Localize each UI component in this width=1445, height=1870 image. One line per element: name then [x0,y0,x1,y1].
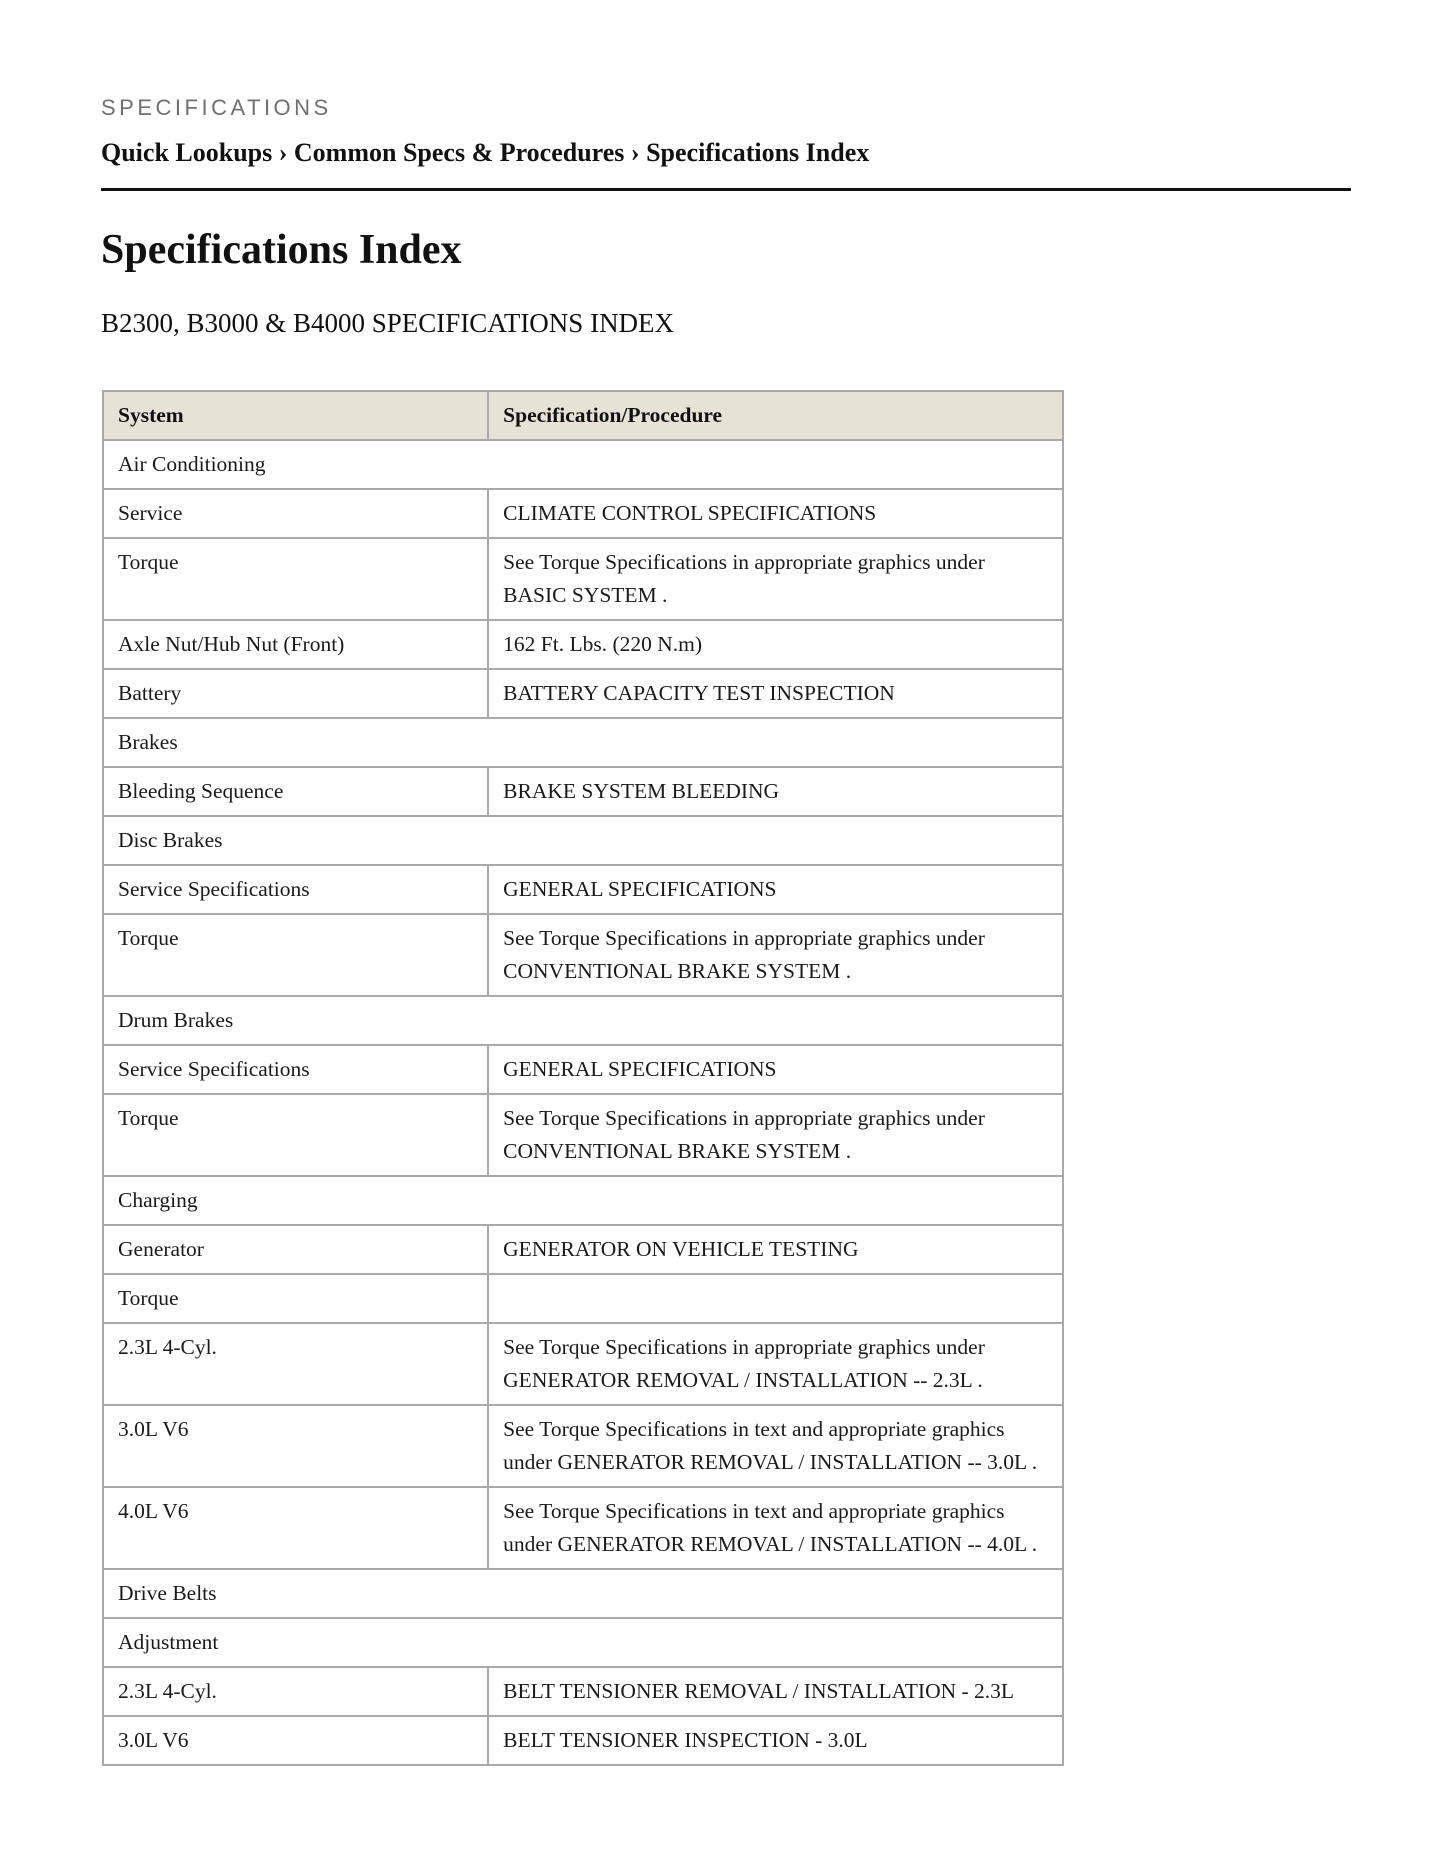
table-row [103,669,1063,718]
system-cell: Service [103,489,488,538]
system-cell: 3.0L V6 [103,1405,488,1487]
system-cell: Adjustment [103,1618,1063,1667]
system-cell: 4.0L V6 [103,1487,488,1569]
table-row [103,1569,1063,1618]
system-cell: Drum Brakes [103,996,1063,1045]
system-cell: Charging [103,1176,1063,1225]
header-divider [101,188,1351,191]
specification-cell: BELT TENSIONER INSPECTION - 3.0L [488,1716,1063,1765]
system-cell: Axle Nut/Hub Nut (Front) [103,620,488,669]
table-row [103,865,1063,914]
table-row [103,1667,1063,1716]
table-row [103,1094,1063,1176]
table-row [103,620,1063,669]
page-subtitle: B2300, B3000 & B4000 SPECIFICATIONS INDEX [101,308,675,338]
specification-cell: GENERAL SPECIFICATIONS [488,1045,1063,1094]
page-title: Specifications Index [101,227,462,273]
table-row [103,996,1063,1045]
table-row [103,1323,1063,1405]
specification-cell: See Torque Specifications in appropriate graphics under BASIC SYSTEM . [488,538,1063,620]
system-cell: Service Specifications [103,1045,488,1094]
system-cell: Bleeding Sequence [103,767,488,816]
system-cell: Generator [103,1225,488,1274]
system-cell: Torque [103,914,488,996]
specification-cell: BELT TENSIONER REMOVAL / INSTALLATION - 2.3L [488,1667,1063,1716]
column-header-system: System [103,391,488,440]
specification-cell: See Torque Specifications in appropriate graphics under CONVENTIONAL BRAKE SYSTEM . [488,914,1063,996]
breadcrumb: Quick Lookups › Common Specs & Procedures › Specifications Index [101,138,870,167]
system-cell: Drive Belts [103,1569,1063,1618]
table-row [103,1045,1063,1094]
column-header-specification: Specification/Procedure [488,391,1063,440]
table-row [103,1487,1063,1569]
table-row [103,718,1063,767]
specification-cell: GENERATOR ON VEHICLE TESTING [488,1225,1063,1274]
specification-cell [488,1274,1063,1323]
system-cell: 2.3L 4-Cyl. [103,1323,488,1405]
specification-cell: See Torque Specifications in appropriate graphics under GENERATOR REMOVAL / INSTALLATION -- 2.3L . [488,1323,1063,1405]
table-row [103,914,1063,996]
specification-cell: See Torque Specifications in text and appropriate graphics under GENERATOR REMOVAL / INSTALLATION -- 3.0L . [488,1405,1063,1487]
system-cell: Disc Brakes [103,816,1063,865]
specification-cell: See Torque Specifications in text and appropriate graphics under GENERATOR REMOVAL / INSTALLATION -- 4.0L . [488,1487,1063,1569]
table-row [103,1618,1063,1667]
system-cell: Torque [103,1094,488,1176]
table-row [103,1176,1063,1225]
table-row [103,1274,1063,1323]
system-cell: Torque [103,538,488,620]
specification-cell: BATTERY CAPACITY TEST INSPECTION [488,669,1063,718]
system-cell: Torque [103,1274,488,1323]
table-row [103,1405,1063,1487]
specification-cell: BRAKE SYSTEM BLEEDING [488,767,1063,816]
table-row [103,1225,1063,1274]
table-row [103,767,1063,816]
system-cell: 2.3L 4-Cyl. [103,1667,488,1716]
table-row [103,816,1063,865]
system-cell: Air Conditioning [103,440,1063,489]
specification-cell: CLIMATE CONTROL SPECIFICATIONS [488,489,1063,538]
table-row [103,538,1063,620]
specifications-table [102,390,1064,1766]
specification-cell: See Torque Specifications in appropriate graphics under CONVENTIONAL BRAKE SYSTEM . [488,1094,1063,1176]
system-cell: Service Specifications [103,865,488,914]
section-label: SPECIFICATIONS [101,95,332,120]
specification-cell: 162 Ft. Lbs. (220 N.m) [488,620,1063,669]
system-cell: Brakes [103,718,1063,767]
table-body [103,440,1063,1765]
table-row [103,489,1063,538]
table-row [103,1716,1063,1765]
system-cell: Battery [103,669,488,718]
system-cell: 3.0L V6 [103,1716,488,1765]
table-row [103,440,1063,489]
table-header-row [103,391,1063,440]
specification-cell: GENERAL SPECIFICATIONS [488,865,1063,914]
